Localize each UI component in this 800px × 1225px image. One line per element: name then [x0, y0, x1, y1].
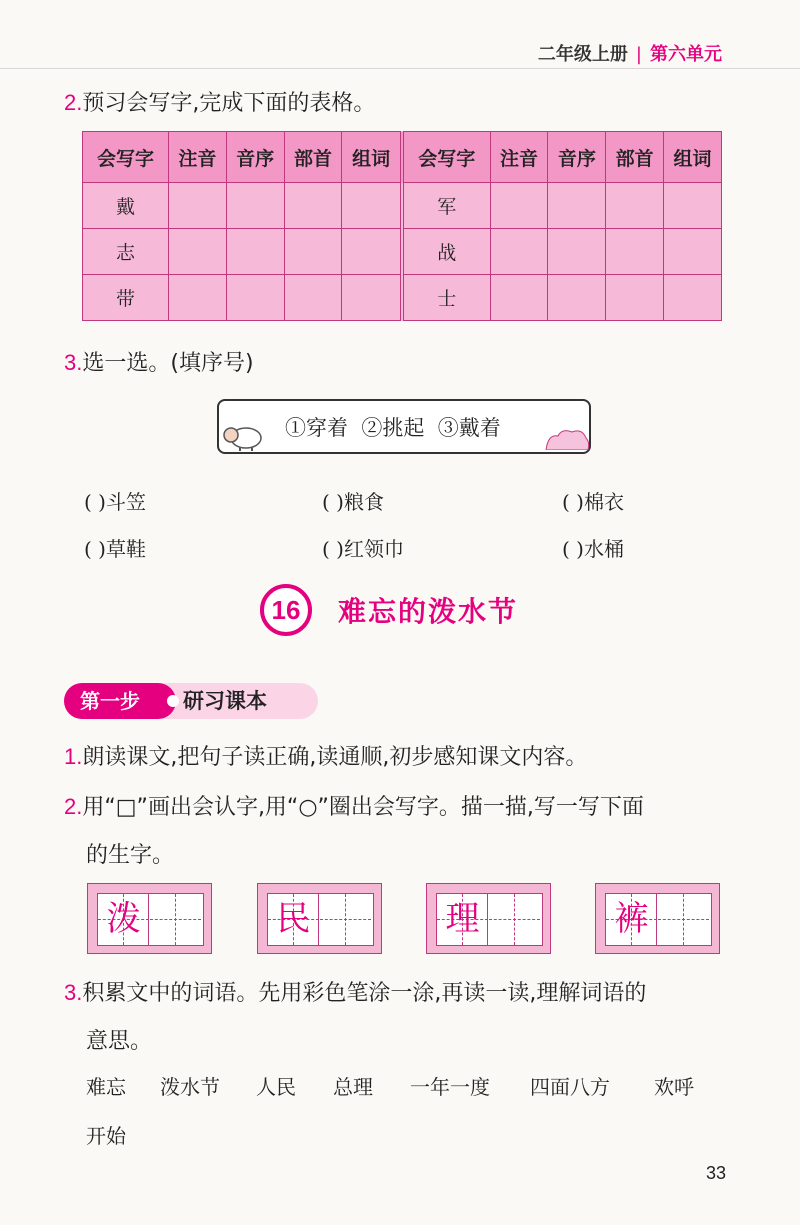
- study-item-2-line1: 用“□”画出会认字,用“○”圈出会写字。描一描,写一写下面: [82, 795, 644, 820]
- writing-box[interactable]: [595, 883, 720, 954]
- table-header-cell: 会写字: [402, 132, 490, 183]
- answer-cell[interactable]: [664, 183, 722, 229]
- vocab-word[interactable]: 泼水节: [160, 1075, 220, 1099]
- answer-cell[interactable]: [606, 183, 664, 229]
- answer-cell[interactable]: [606, 229, 664, 275]
- vocab-word[interactable]: 难忘: [86, 1075, 126, 1099]
- table-char-cell: 戴: [83, 183, 169, 229]
- vocab-word[interactable]: 四面八方: [530, 1075, 610, 1099]
- answer-cell[interactable]: [226, 275, 284, 321]
- answer-cell[interactable]: [490, 183, 548, 229]
- options-text: ①穿着 ②挑起 ③戴着: [285, 416, 501, 440]
- study-item-1: [64, 740, 587, 771]
- answer-cell[interactable]: [664, 229, 722, 275]
- vocab-word[interactable]: 总理: [333, 1075, 373, 1099]
- question-3: [64, 346, 254, 377]
- grade-label: 二年级上册: [537, 44, 628, 65]
- answer-cell[interactable]: [284, 183, 342, 229]
- answer-cell[interactable]: [548, 229, 606, 275]
- question-3-text: 选一选。(填序号): [82, 351, 254, 376]
- study-item-3-line1: 积累文中的词语。先用彩色笔涂一涂,再读一读,理解词语的: [82, 981, 647, 1006]
- study-item-1-number: 1.: [64, 744, 83, 769]
- answer-cell[interactable]: [284, 229, 342, 275]
- trace-char: 裤: [614, 899, 649, 939]
- study-item-3-line2: 意思。: [86, 1029, 153, 1054]
- table-row: [83, 183, 722, 229]
- answer-cell[interactable]: [606, 275, 664, 321]
- fill-item[interactable]: ( )红领巾: [322, 537, 404, 561]
- writing-box[interactable]: [426, 883, 551, 954]
- study-item-1-text: 朗读课文,把句子读正确,读通顺,初步感知课文内容。: [82, 745, 588, 770]
- table-row: [83, 229, 722, 275]
- answer-cell[interactable]: [342, 229, 402, 275]
- table-header-cell: 音序: [548, 132, 606, 183]
- fill-item[interactable]: ( )粮食: [322, 490, 384, 514]
- step-label: 第一步: [64, 683, 176, 719]
- answer-cell[interactable]: [490, 229, 548, 275]
- writing-box[interactable]: [257, 883, 382, 954]
- vocab-word[interactable]: 人民: [256, 1075, 296, 1099]
- study-item-3-number: 3.: [64, 980, 83, 1005]
- answer-cell[interactable]: [226, 183, 284, 229]
- vocab-word[interactable]: 开始: [86, 1124, 126, 1148]
- vocab-word[interactable]: 一年一度: [410, 1075, 490, 1099]
- fill-item[interactable]: ( )棉衣: [562, 490, 624, 514]
- step-dot: [167, 695, 179, 707]
- table-char-cell: 带: [83, 275, 169, 321]
- table-header-row: [83, 132, 722, 183]
- step-title: 研习课本: [183, 689, 267, 713]
- answer-cell[interactable]: [226, 229, 284, 275]
- table-char-cell: 战: [402, 229, 490, 275]
- table-header-cell: 会写字: [83, 132, 169, 183]
- table-header-cell: 部首: [284, 132, 342, 183]
- table-char-cell: 志: [83, 229, 169, 275]
- trace-char: 泼: [106, 899, 141, 939]
- table-row: [83, 275, 722, 321]
- study-item-3: [64, 976, 646, 1007]
- table-header-cell: 注音: [490, 132, 548, 183]
- trace-char: 理: [445, 899, 480, 939]
- table-char-cell: 士: [402, 275, 490, 321]
- answer-cell[interactable]: [168, 275, 226, 321]
- sheep-icon: [222, 423, 264, 451]
- study-item-2-line2: 的生字。: [86, 843, 175, 868]
- answer-cell[interactable]: [548, 183, 606, 229]
- table-header-cell: 部首: [606, 132, 664, 183]
- table-header-cell: 组词: [342, 132, 402, 183]
- writing-box[interactable]: [87, 883, 212, 954]
- question-2-number: 2.: [64, 90, 83, 115]
- answer-cell[interactable]: [548, 275, 606, 321]
- bush-icon: [544, 428, 590, 450]
- question-2-text: 预习会写字,完成下面的表格。: [82, 91, 376, 116]
- answer-cell[interactable]: [342, 183, 402, 229]
- vocab-word[interactable]: 欢呼: [654, 1075, 694, 1099]
- preview-table: [82, 131, 722, 321]
- table-header-cell: 注音: [168, 132, 226, 183]
- table-header-cell: 音序: [226, 132, 284, 183]
- trace-char: 民: [276, 899, 311, 939]
- fill-item[interactable]: ( )水桶: [562, 537, 624, 561]
- unit-label: 第六单元: [650, 44, 722, 65]
- answer-cell[interactable]: [284, 275, 342, 321]
- running-header: [538, 40, 722, 66]
- study-item-2-number: 2.: [64, 794, 83, 819]
- fill-item[interactable]: ( )草鞋: [84, 537, 146, 561]
- answer-cell[interactable]: [168, 183, 226, 229]
- header-divider: [0, 68, 800, 69]
- question-3-number: 3.: [64, 350, 83, 375]
- answer-cell[interactable]: [168, 229, 226, 275]
- table-header-cell: 组词: [664, 132, 722, 183]
- answer-cell[interactable]: [490, 275, 548, 321]
- answer-cell[interactable]: [342, 275, 402, 321]
- table-char-cell: 军: [402, 183, 490, 229]
- header-separator: |: [635, 44, 642, 65]
- question-2: [64, 86, 375, 117]
- page-number: 33: [706, 1163, 727, 1183]
- answer-cell[interactable]: [664, 275, 722, 321]
- fill-item[interactable]: ( )斗笠: [84, 490, 146, 514]
- lesson-number-badge: 16: [260, 584, 312, 636]
- study-item-2: [64, 790, 644, 821]
- lesson-title: 难忘的泼水节: [338, 595, 519, 628]
